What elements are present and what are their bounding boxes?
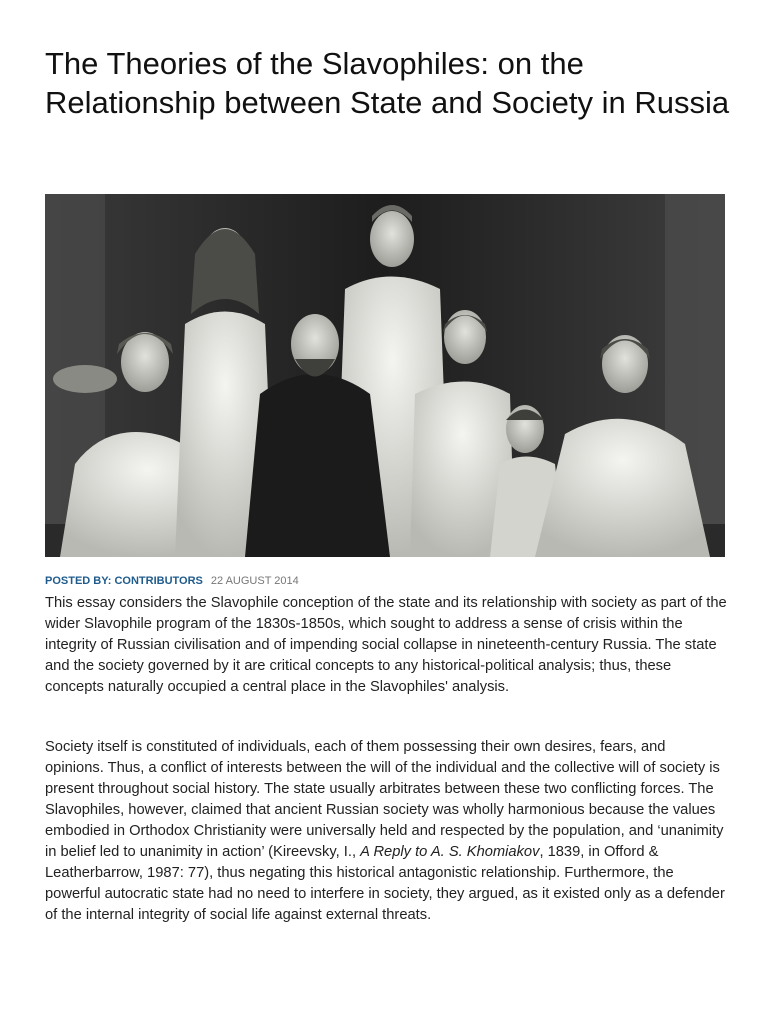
post-meta (45, 574, 299, 588)
paragraph-2-text-a: Society itself is constituted of individuals, each of them possessing their own desires, fears, and opinions. Thus, a conflict of interests between the will of the individual and the collective will of society is present throughout social history. The state usually arbitrates between these two conflicting forces. The Slavophiles, however, claimed that ancient Russian society was wholly harmonious because the values embodied in Orthodox Christianity were universally held and respected by the population, and ‘unanimity in belief led to unanimity in action’ (Kireevsky, I., (45, 739, 724, 860)
paragraph-2-text-b: , 1839, in Offord & Leatherbarrow, 1987: 77), thus negating this historical antagonistic relationship. Furthermore, the powerful autocratic state had no need to interfere in society, they argued, as it existed only as a defender of the internal integrity of social life against external threats. (45, 844, 725, 923)
paragraph-1: This essay considers the Slavophile conception of the state and its relationship with society as part of the wider Slavophile program of the 1830s-1850s, which sought to address a sense of crisis within the integrity of Russian civilisation and of impending social collapse in nineteenth-century Russia. The state and the society governed by it are critical concepts to any historical-political analysis; thus, these concepts naturally occupied a central place in the Slavophiles' analysis. (45, 595, 727, 695)
paragraph-2 (45, 737, 727, 926)
article-title: The Theories of the Slavophiles: on the Relationship between State and Society in Russia (45, 46, 730, 120)
post-date: 22 AUGUST 2014 (210, 575, 299, 587)
byline-author[interactable]: POSTED BY: CONTRIBUTORS (45, 575, 203, 587)
family-portrait-image (45, 194, 725, 557)
paragraph-2-citation-title: A Reply to A. S. Khomiakov (360, 844, 540, 860)
article-photo (45, 194, 725, 557)
